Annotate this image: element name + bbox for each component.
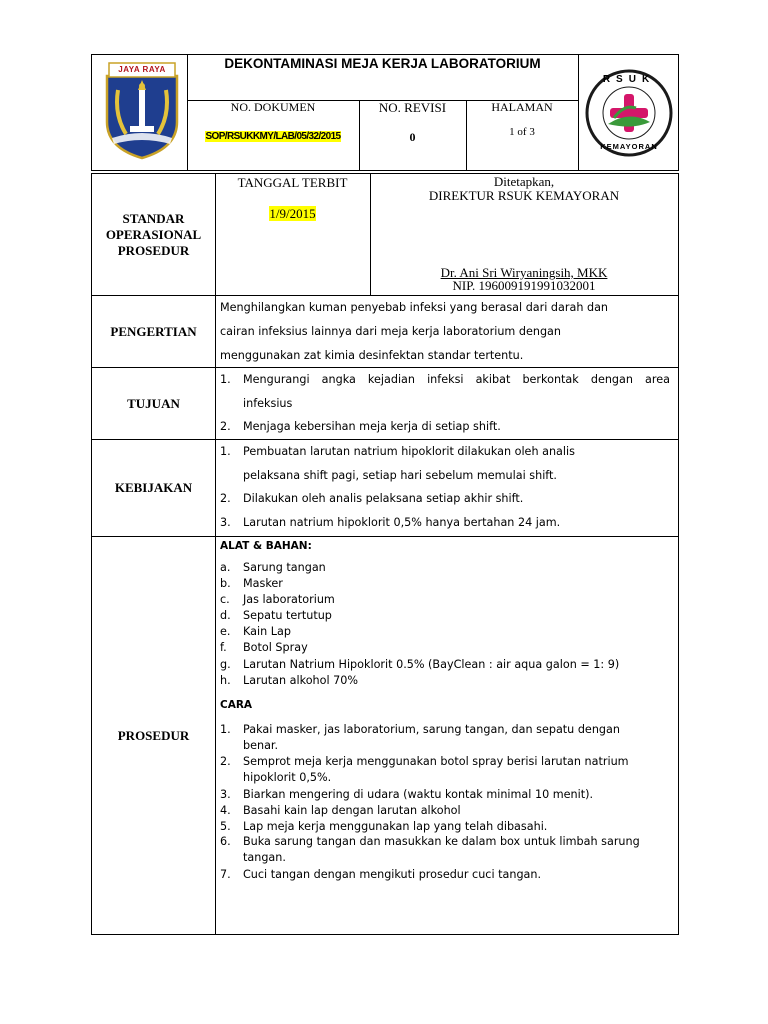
rsuk-top-text: RSUK: [602, 74, 656, 85]
list-item: [220, 867, 670, 883]
list-text: Semprot meja kerja menggunakan botol spray berisi larutan natrium hipoklorit 0,5%.: [243, 755, 629, 785]
doc-number-value: [187, 126, 359, 144]
rsuk-bottom-text: KEMAYORAN: [600, 142, 658, 151]
list-text: Jas laboratorium: [243, 593, 335, 607]
list-text: Pakai masker, jas laboratorium, sarung tangan, dan sepatu dengan benar.: [243, 722, 620, 752]
cara-list: [220, 722, 670, 883]
list-text: Pembuatan larutan natrium hipoklorit dilakukan oleh analis: [243, 445, 575, 458]
list-item: [220, 560, 670, 576]
list-item: [220, 440, 672, 464]
list-item: [220, 392, 670, 416]
jakarta-logo: [104, 60, 180, 160]
list-text: Biarkan mengering di udara (waktu kontak minimal 10 menit).: [243, 787, 594, 801]
page-value: 1 of 3: [509, 126, 535, 138]
list-text: Sarung tangan: [243, 561, 326, 574]
list-number: 3.: [220, 516, 231, 530]
list-item: [220, 834, 670, 866]
list-number: 2.: [220, 755, 231, 769]
list-item: [220, 657, 670, 673]
pengertian-label: PENGERTIAN: [110, 323, 197, 339]
set-label: Ditetapkan,: [493, 174, 555, 189]
list-text: Sepatu tertutup: [243, 609, 332, 623]
logo-text: JAYA RAYA: [118, 65, 166, 74]
list-item: [220, 576, 670, 592]
list-item: [220, 487, 672, 511]
list-text: Larutan Natrium Hipoklorit 0.5% (BayClean : air aqua galon = 1: 9): [243, 657, 620, 671]
list-text: Buka sarung tangan dan masukkan ke dalam box untuk limbah sarung tangan.: [243, 835, 640, 865]
list-text: infeksius: [243, 396, 293, 410]
alat-list: [220, 560, 670, 689]
document-title: DEKONTAMINASI MEJA KERJA LABORATORIUM: [224, 56, 541, 71]
revision-value: 0: [409, 130, 416, 144]
doc-number-label: NO. DOKUMEN: [230, 100, 316, 114]
list-letter: d.: [220, 609, 231, 623]
prosedur-label: PROSEDUR: [117, 728, 190, 743]
sop-label: STANDAR OPERASIONAL PROSEDUR: [105, 211, 202, 258]
list-text: Mengurangi angka kejadian infeksi akibat berkontak dengan area: [243, 373, 670, 386]
list-text: Kain Lap: [243, 625, 291, 639]
list-text: Larutan natrium hipoklorit 0,5% hanya bertahan 24 jam.: [243, 516, 561, 530]
list-item: [220, 464, 672, 488]
list-item: [220, 754, 670, 786]
list-text: Cuci tangan dengan mengikuti prosedur cuci tangan.: [243, 867, 542, 881]
list-letter: e.: [220, 625, 231, 639]
list-letter: c.: [220, 593, 230, 607]
cara-title: CARA: [220, 698, 253, 711]
list-number: 1.: [220, 722, 231, 736]
issue-date-value: [215, 205, 370, 223]
list-number: 2.: [220, 492, 231, 506]
list-item: [220, 722, 670, 754]
list-item: [220, 608, 670, 624]
tujuan-content: [220, 368, 670, 439]
pengertian-line: menggunakan zat kimia desinfektan standar tertentu.: [220, 349, 524, 362]
prosedur-content: [220, 538, 670, 883]
list-text: Menjaga kebersihan meja kerja di setiap shift.: [243, 420, 501, 433]
alat-title: ALAT & BAHAN:: [220, 540, 312, 552]
list-text: pelaksana shift pagi, setiap hari sebelum memulai shift.: [243, 468, 557, 482]
list-number: 3.: [220, 787, 231, 801]
signer-nip: NIP. 196009191991032001: [452, 278, 596, 293]
pengertian-line: Menghilangkan kuman penyebab infeksi yang berasal dari darah dan: [220, 301, 609, 314]
list-text: Botol Spray: [243, 641, 308, 655]
kebijakan-label: KEBIJAKAN: [114, 480, 193, 495]
list-item: [220, 819, 670, 835]
list-letter: f.: [220, 641, 227, 655]
signer-name-text: Dr. Ani Sri Wiryaningsih, MKK: [440, 265, 608, 280]
list-letter: g.: [220, 657, 231, 671]
list-item: [220, 415, 670, 439]
list-text: Larutan alkohol 70%: [243, 673, 359, 687]
doc-number-text: SOP/RSUKKMY/LAB/05/32/2015: [205, 131, 341, 142]
revision-label: NO. REVISI: [378, 100, 447, 115]
director-title: DIREKTUR RSUK KEMAYORAN: [428, 188, 620, 203]
list-number: 6.: [220, 835, 231, 849]
list-text: Masker: [243, 577, 283, 591]
jakarta-emblem-icon: [104, 60, 180, 160]
page-label: HALAMAN: [491, 100, 553, 114]
list-number: 7.: [220, 867, 231, 881]
list-letter: h.: [220, 673, 231, 687]
pengertian-content: [220, 296, 672, 368]
list-text: Lap meja kerja menggunakan lap yang telah dibasahi.: [243, 819, 548, 833]
list-number: 1.: [220, 373, 231, 386]
list-text: Basahi kain lap dengan larutan alkohol: [243, 803, 461, 817]
list-item: [220, 803, 670, 819]
list-item: [220, 640, 670, 656]
list-number: 5.: [220, 819, 231, 833]
table-divider: [215, 173, 216, 935]
list-item: [220, 787, 670, 803]
list-number: 2.: [220, 420, 231, 433]
list-letter: b.: [220, 577, 231, 591]
list-item: [220, 624, 670, 640]
issue-date-text: 1/9/2015: [269, 206, 316, 221]
list-text: Dilakukan oleh analis pelaksana setiap akhir shift.: [243, 492, 524, 506]
list-item: [220, 511, 672, 535]
tujuan-label: TUJUAN: [127, 395, 180, 411]
pengertian-line: cairan infeksius lainnya dari meja kerja laboratorium dengan: [220, 325, 561, 338]
issue-date-label: TANGGAL TERBIT: [237, 175, 348, 190]
list-item: [220, 673, 670, 689]
header-divider: [578, 54, 579, 171]
list-letter: a.: [220, 561, 231, 574]
list-item: [220, 368, 670, 392]
list-item: [220, 592, 670, 608]
list-number: 4.: [220, 803, 231, 817]
rsuk-logo: [584, 60, 674, 166]
list-number: 1.: [220, 445, 231, 458]
kebijakan-content: [220, 440, 672, 535]
